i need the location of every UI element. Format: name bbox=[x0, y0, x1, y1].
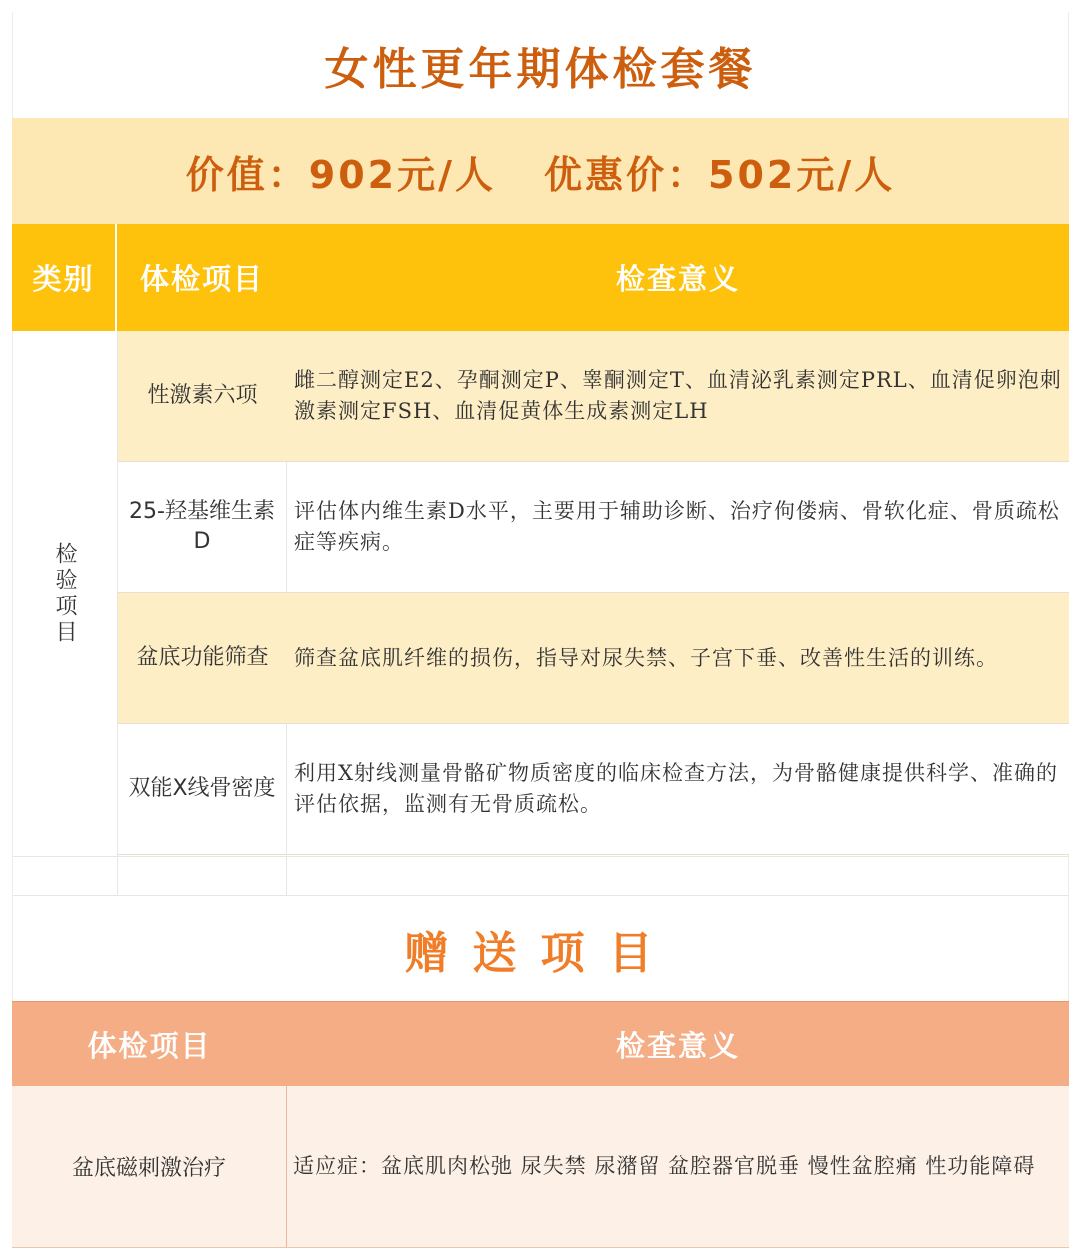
row-item: 25-羟基维生素D bbox=[118, 462, 287, 592]
price-banner bbox=[12, 118, 1069, 224]
empty-row bbox=[12, 856, 1069, 896]
gift-header-item: 体检项目 bbox=[12, 1001, 287, 1086]
gift-title: 赠送项目 bbox=[404, 927, 677, 979]
row-item: 性激素六项 bbox=[147, 383, 258, 408]
package-title: 女性更年期体检套餐 bbox=[324, 44, 757, 95]
gift-row bbox=[12, 1086, 1069, 1248]
gift-row-meaning: 适应症：盆底肌肉松弛 尿失禁 尿潴留 盆腔器官脱垂 慢性盆腔痛 性功能障碍 bbox=[293, 1154, 1036, 1178]
table-row bbox=[118, 724, 1069, 855]
row-meaning: 筛查盆底肌纤维的损伤，指导对尿失禁、子宫下垂、改善性生活的训练。 bbox=[294, 645, 998, 670]
gift-row-item: 盆底磁刺激治疗 bbox=[12, 1086, 287, 1247]
row-meaning: 雌二醇测定E2、孕酮测定P、睾酮测定T、血清泌乳素测定PRL、血清促卵泡刺激素测定FSH、血清促黄体生成素测定LH bbox=[294, 368, 1062, 423]
discount-price: 优惠价：502元/人 bbox=[544, 152, 896, 197]
row-meaning: 利用X射线测量骨骼矿物质密度的临床检查方法，为骨骼健康提供科学、准确的评估依据，监测有无骨质疏松。 bbox=[294, 761, 1058, 816]
row-meaning: 评估体内维生素D水平，主要用于辅助诊断、治疗佝偻病、骨软化症、骨质疏松症等疾病。 bbox=[294, 499, 1060, 554]
row-item: 盆底功能筛查 bbox=[136, 645, 269, 670]
table-row bbox=[118, 462, 1069, 593]
table-row bbox=[118, 331, 1069, 462]
gift-header-meaning: 检查意义 bbox=[287, 1001, 1069, 1086]
category-cell bbox=[12, 331, 118, 856]
row-item: 双能X线骨密度 bbox=[118, 724, 287, 854]
table-row bbox=[118, 593, 1069, 724]
header-item: 体检项目 bbox=[117, 224, 287, 331]
header-meaning: 检查意义 bbox=[287, 224, 1069, 331]
category-label: 检验项目 bbox=[52, 541, 77, 646]
original-price: 价值：902元/人 bbox=[185, 152, 496, 197]
header-category: 类别 bbox=[12, 224, 117, 331]
